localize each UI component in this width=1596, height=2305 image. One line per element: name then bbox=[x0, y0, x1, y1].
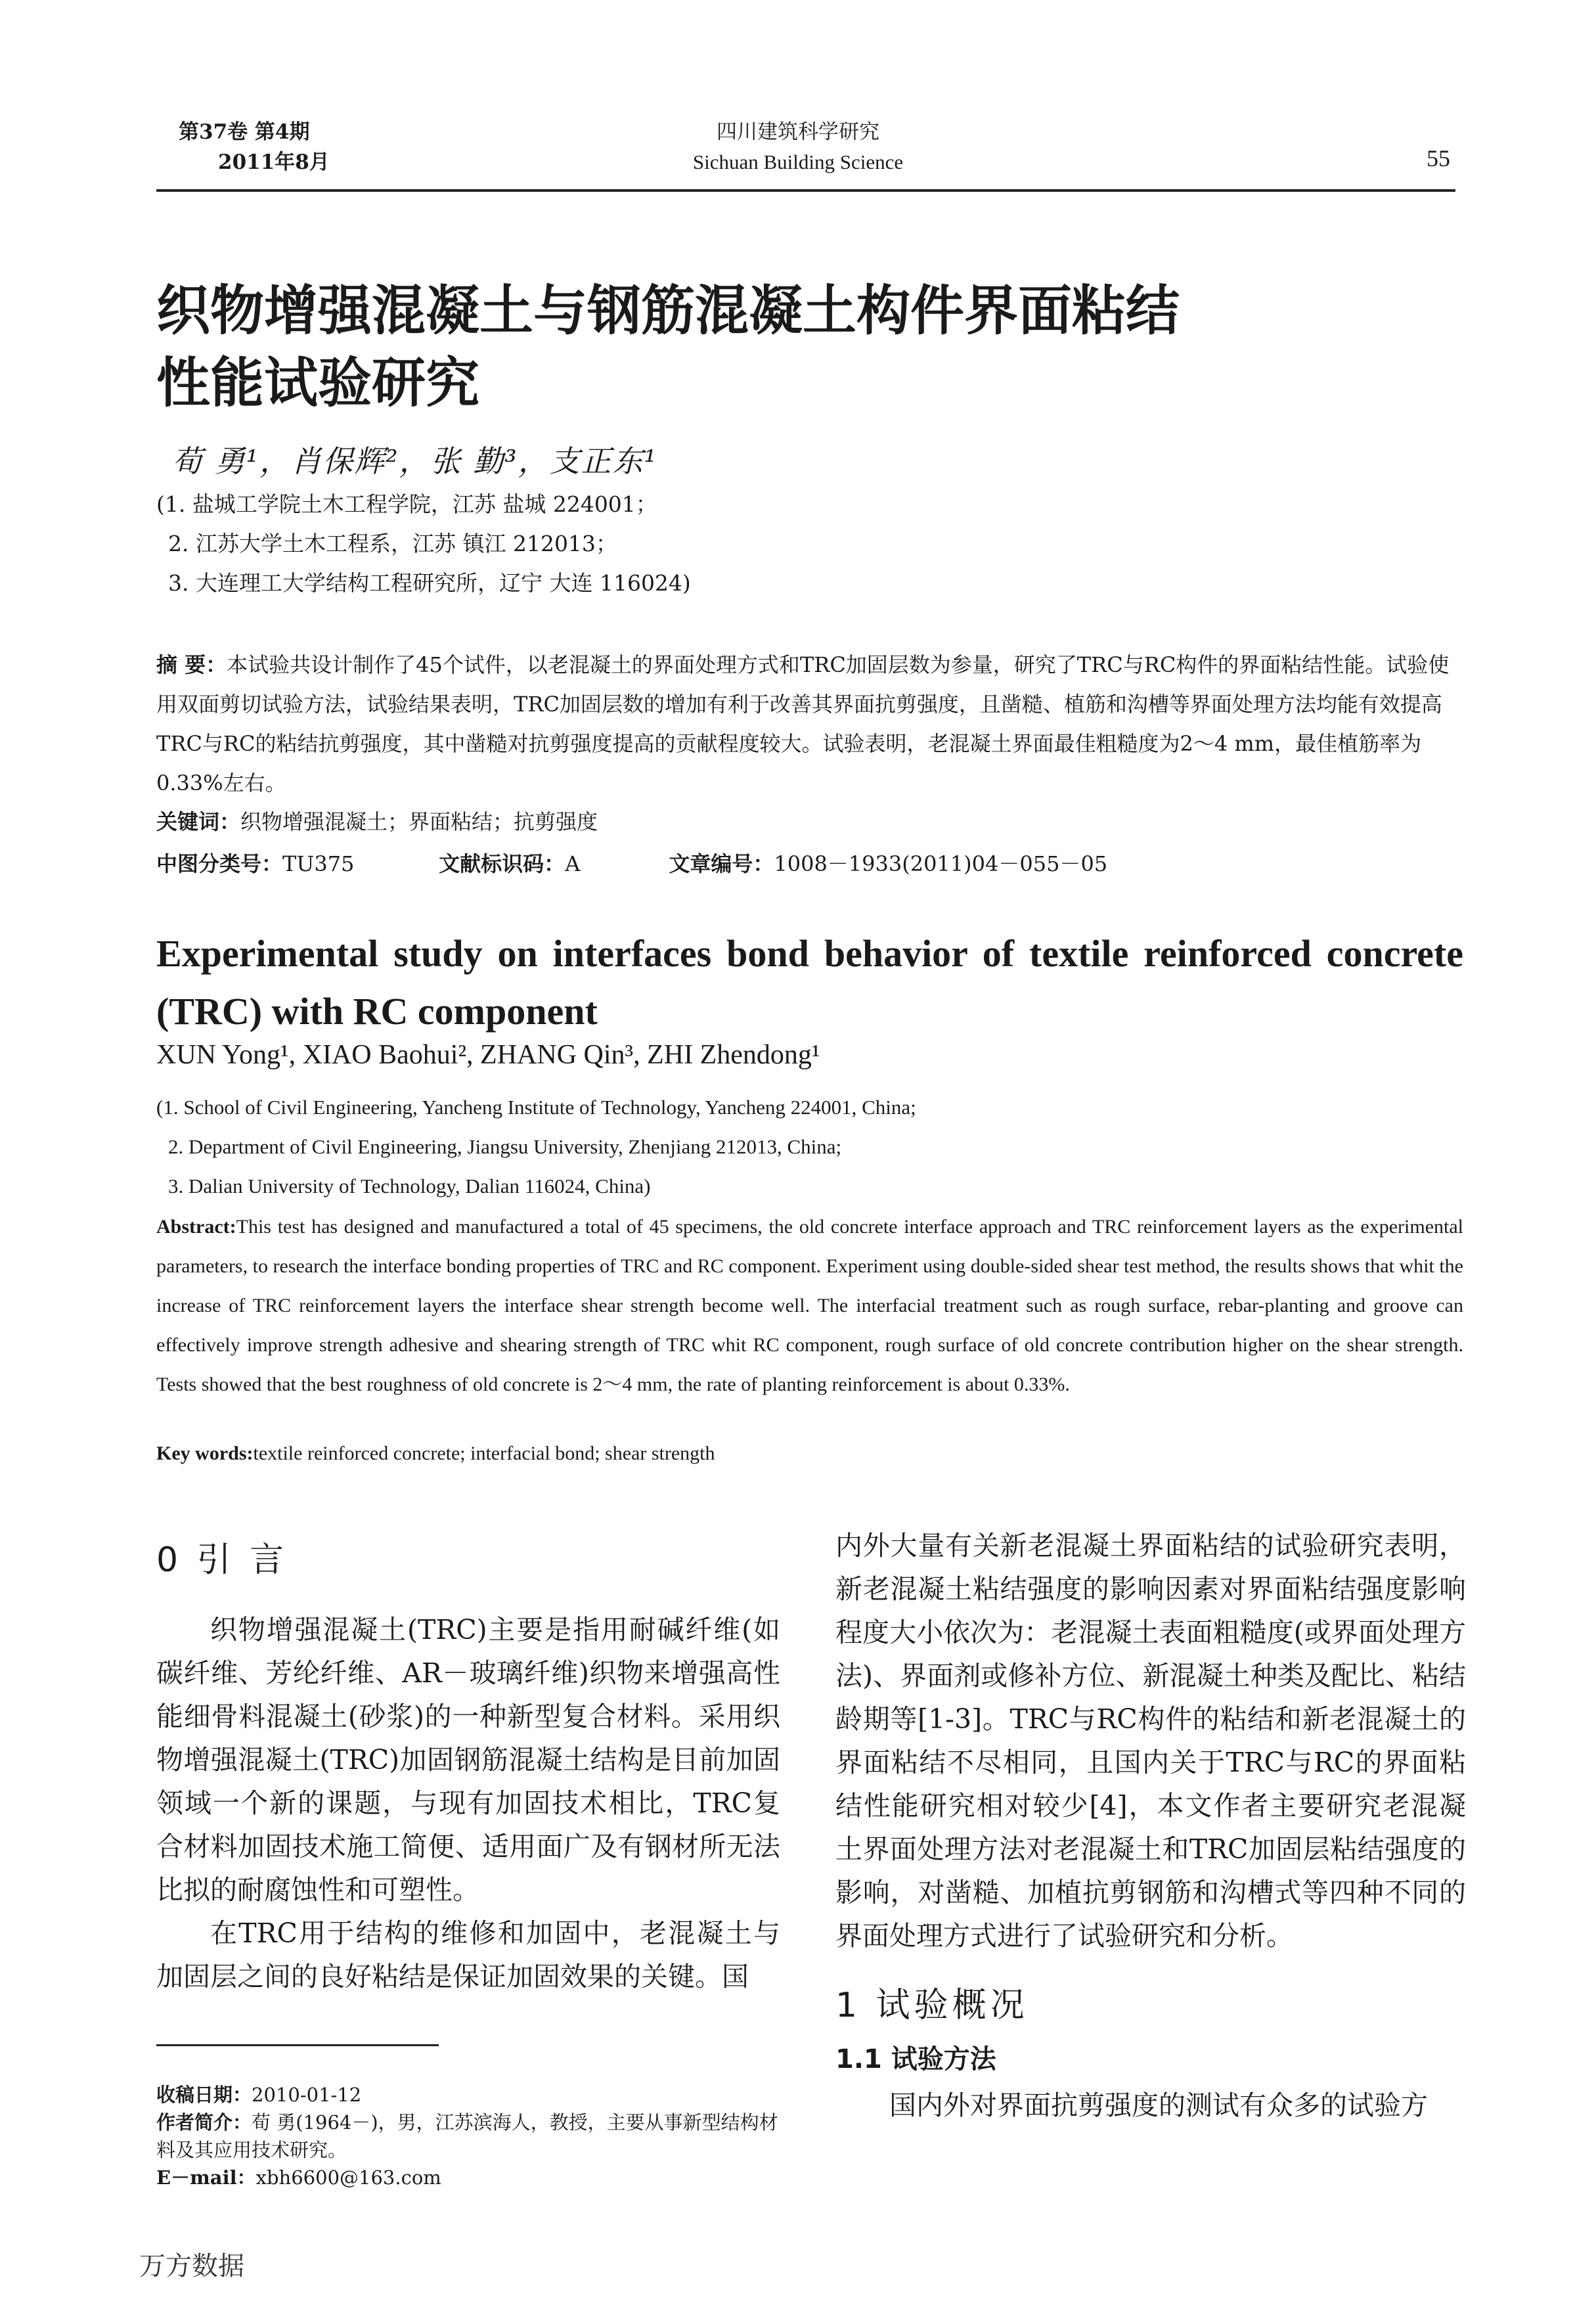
affiliation-cn-1: (1. 盐城工学院土木工程学院，江苏 盐城 224001； bbox=[156, 491, 657, 517]
issue-date: 2011年8月 bbox=[218, 150, 330, 174]
footnote-rule bbox=[156, 2044, 439, 2046]
authors-en: XUN Yong¹, XIAO Baohui², ZHANG Qin³, ZHI Zhendong¹ bbox=[156, 1040, 820, 1070]
page-number: 55 bbox=[1427, 145, 1450, 171]
section-0-heading: 0 引 言 bbox=[156, 1540, 288, 1580]
article-title-en: Experimental study on interfaces bond behavior of textile reinforced concrete (TRC) with RC component bbox=[156, 932, 1463, 1033]
affiliation-cn-2: 2. 江苏大学土木工程系，江苏 镇江 212013； bbox=[168, 531, 617, 556]
abstract-cn-label: 摘 要： bbox=[156, 652, 227, 677]
section-1-1-paragraph-1: 国内外对界面抗剪强度的测试有众多的试验方 bbox=[889, 2090, 1428, 2121]
keywords-cn-label: 关键词： bbox=[156, 809, 241, 834]
author-email: E－mail：xbh6600@163.com bbox=[156, 2166, 441, 2189]
affiliation-en-1: (1. School of Civil Engineering, Yancheng Institute of Technology, Yancheng 224001, China; bbox=[156, 1096, 916, 1119]
clc-label: 中图分类号： bbox=[156, 851, 283, 876]
abstract-en-text: This test has designed and manufactured a total of 45 specimens, the old concrete interface approach and TRC reinforcement layers as the experimental parameters, to research the interface bonding properties of TRC and RC component. Experiment using double-sided shear test method, the results shows that whit the increase of TRC reinforcement layers the interface shear strength become well. The interfacial treatment such as rough surface, rebar-planting and groove can effectively improve strength adhesive and shearing strength of TRC whit RC component, rough surface of old concrete contribution higher on the shear strength. Tests showed that the best roughness of old concrete is 2～4 mm, the rate of planting reinforcement is about 0.33%. bbox=[156, 1216, 1463, 1395]
keywords-en-text: textile reinforced concrete; interfacial bond; shear strength bbox=[253, 1443, 715, 1464]
doc-code: A bbox=[565, 851, 581, 876]
doc-code-label: 文献标识码： bbox=[439, 851, 565, 876]
abstract-en bbox=[156, 1207, 1463, 1404]
journal-name-cn: 四川建筑科学研究 bbox=[717, 120, 879, 144]
section-0-paragraph-1: 织物增强混凝土(TRC)主要是指用耐碱纤维(如碳纤维、芳纶纤维、AR－玻璃纤维)织物来增强高性能细骨料混凝土(砂浆)的一种新型复合材料。采用织物增强混凝土(TRC)加固钢筋混凝土结构是目前加固领域一个新的课题，与现有加固技术相比，TRC复合材料加固技术施工简便、适用面广及有钢材所无法比拟的耐腐蚀性和可塑性。 bbox=[156, 1614, 780, 1906]
title-line-2: 性能试验研究 bbox=[156, 351, 480, 414]
section-0-paragraph-2-continued: 内外大量有关新老混凝土界面粘结的试验研究表明，新老混凝土粘结强度的影响因素对界面粘结强度影响程度大小依次为：老混凝土表面粗糙度(或界面处理方法)、界面剂或修补方位、新混凝土种类及配比、粘结龄期等[1-3]。TRC与RC构件的粘结和新老混凝土的界面粘结不尽相同，且国内关于TRC与RC的界面粘结性能研究相对较少[4]，本文作者主要研究老混凝土界面处理方法对老混凝土和TRC加固层粘结强度的影响，对凿糙、加植抗剪钢筋和沟槽式等四种不同的界面处理方式进行了试验研究和分析。 bbox=[835, 1530, 1466, 1952]
keywords-en bbox=[156, 1443, 715, 1465]
keywords-cn-text: 织物增强混凝土；界面粘结；抗剪强度 bbox=[240, 809, 598, 834]
section-1-heading: 1 试验概况 bbox=[835, 1986, 1029, 2025]
journal-name bbox=[591, 117, 1005, 177]
article-title-cn bbox=[156, 275, 1404, 419]
header-rule bbox=[156, 189, 1455, 192]
abstract-en-label: Abstract: bbox=[156, 1216, 236, 1238]
abstract-cn bbox=[156, 645, 1463, 803]
affiliation-en-2: 2. Department of Civil Engineering, Jiangsu University, Zhenjiang 212013, China; bbox=[168, 1135, 842, 1158]
section-0-paragraph-2: 在TRC用于结构的维修和加固中，老混凝土与加固层之间的良好粘结是保证加固效果的关键。国 bbox=[156, 1917, 780, 1992]
affiliations-en bbox=[156, 1088, 916, 1206]
classification-row bbox=[156, 847, 1339, 878]
affiliation-cn-3: 3. 大连理工大学结构工程研究所，辽宁 大连 116024) bbox=[168, 570, 691, 596]
keywords-en-label: Key words: bbox=[156, 1443, 254, 1464]
body-column-right bbox=[835, 1524, 1466, 2127]
received-date: 收稿日期：2010-01-12 bbox=[156, 2084, 362, 2106]
keywords-cn bbox=[156, 805, 598, 836]
affiliation-en-3: 3. Dalian University of Technology, Dalian 116024, China) bbox=[168, 1175, 651, 1197]
section-1-1-heading: 1.1 试验方法 bbox=[835, 2044, 996, 2074]
journal-name-en: Sichuan Building Science bbox=[692, 150, 904, 173]
authors-cn: 荀 勇¹，肖保辉²，张 勤³，支正东¹ bbox=[172, 443, 658, 479]
clc-code: TU375 bbox=[282, 851, 355, 876]
article-number-label: 文章编号： bbox=[669, 851, 774, 876]
issue-info bbox=[179, 117, 330, 177]
body-column-left bbox=[156, 1531, 780, 1998]
watermark: 万方数据 bbox=[139, 2251, 244, 2281]
title-line-1: 织物增强混凝土与钢筋混凝土构件界面粘结 bbox=[156, 279, 1180, 342]
author-bio: 作者简介：荀 勇(1964－)，男，江苏滨海人，教授，主要从事新型结构材料及其应用技术研究。 bbox=[156, 2111, 778, 2161]
volume-issue: 第37卷 第4期 bbox=[179, 120, 310, 144]
affiliations-cn bbox=[156, 485, 691, 603]
footnotes bbox=[156, 2081, 787, 2191]
abstract-cn-text: 本试验共设计制作了45个试件，以老混凝土的界面处理方式和TRC加固层数为参量，研究了TRC与RC构件的界面粘结性能。试验使用双面剪切试验方法，试验结果表明，TRC加固层数的增加有利于改善其界面抗剪强度，且凿糙、植筋和沟槽等界面处理方法均能有效提高TRC与RC的粘结抗剪强度，其中凿糙对抗剪强度提高的贡献程度较大。试验表明，老混凝土界面最佳粗糙度为2～4 mm，最佳植筋率为0.33%左右。 bbox=[156, 652, 1450, 795]
article-number: 1008－1933(2011)04－055－05 bbox=[774, 851, 1108, 876]
